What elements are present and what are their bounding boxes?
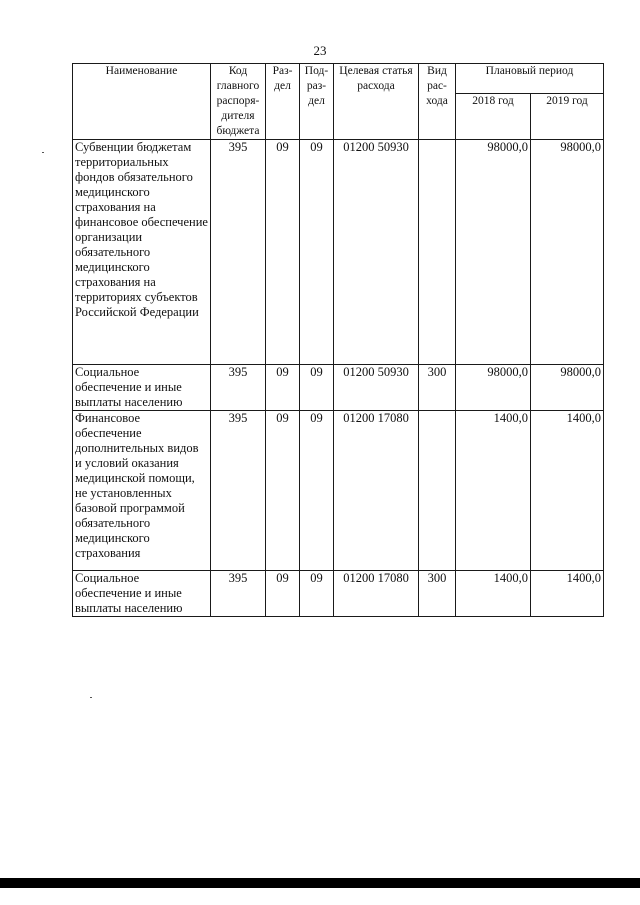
row-name: Финансовое обеспечение дополнительных видов и условий оказания медицинской помощи, не установленных базовой программой обязательного медицинского страхования bbox=[73, 411, 211, 571]
row-amount-2019: 1400,0 bbox=[531, 571, 604, 617]
row-expense-type bbox=[419, 140, 456, 365]
header-target-article: Целевая статья расхода bbox=[334, 64, 419, 140]
row-section: 09 bbox=[266, 140, 300, 365]
budget-table bbox=[72, 63, 604, 617]
row-section: 09 bbox=[266, 365, 300, 411]
row-target-article: 01200 17080 bbox=[334, 571, 419, 617]
row-target-article: 01200 50930 bbox=[334, 140, 419, 365]
row-section: 09 bbox=[266, 571, 300, 617]
row-amount-2018: 1400,0 bbox=[456, 411, 531, 571]
row-amount-2018: 98000,0 bbox=[456, 365, 531, 411]
scan-speck bbox=[42, 152, 44, 153]
page-number: 23 bbox=[313, 43, 327, 58]
row-amount-2018: 1400,0 bbox=[456, 571, 531, 617]
row-name: Субвенции бюджетам территориальных фондов обязательного медицинского страхования на финансовое обеспечение организации обязательного медицинского страхования на территориях субъектов Российской Федерации bbox=[73, 140, 211, 365]
header-ministry-code: Код главного распоря-дителя бюджета bbox=[211, 64, 266, 140]
row-target-article: 01200 17080 bbox=[334, 411, 419, 571]
row-amount-2018: 98000,0 bbox=[456, 140, 531, 365]
row-expense-type: 300 bbox=[419, 571, 456, 617]
header-planning-period: Плановый период bbox=[456, 64, 604, 94]
header-subsection: Под-раз-дел bbox=[300, 64, 334, 140]
row-subsection: 09 bbox=[300, 140, 334, 365]
row-name: Социальное обеспечение и иные выплаты населению bbox=[73, 571, 211, 617]
table-row bbox=[73, 411, 604, 571]
row-ministry-code: 395 bbox=[211, 571, 266, 617]
header-year-2018: 2018 год bbox=[456, 94, 531, 140]
row-subsection: 09 bbox=[300, 571, 334, 617]
scan-edge-bar bbox=[0, 878, 640, 888]
row-ministry-code: 395 bbox=[211, 140, 266, 365]
header-name: Наименование bbox=[73, 64, 211, 140]
row-subsection: 09 bbox=[300, 365, 334, 411]
row-expense-type: 300 bbox=[419, 365, 456, 411]
header-row bbox=[73, 64, 604, 94]
row-amount-2019: 98000,0 bbox=[531, 365, 604, 411]
row-ministry-code: 395 bbox=[211, 411, 266, 571]
row-target-article: 01200 50930 bbox=[334, 365, 419, 411]
row-amount-2019: 98000,0 bbox=[531, 140, 604, 365]
table-row bbox=[73, 571, 604, 617]
row-section: 09 bbox=[266, 411, 300, 571]
row-name: Социальное обеспечение и иные выплаты населению bbox=[73, 365, 211, 411]
header-year-2019: 2019 год bbox=[531, 94, 604, 140]
row-amount-2019: 1400,0 bbox=[531, 411, 604, 571]
row-subsection: 09 bbox=[300, 411, 334, 571]
header-expense-type: Вид рас-хода bbox=[419, 64, 456, 140]
table-row bbox=[73, 365, 604, 411]
header-section: Раз-дел bbox=[266, 64, 300, 140]
row-ministry-code: 395 bbox=[211, 365, 266, 411]
scan-speck bbox=[90, 697, 92, 698]
table-row bbox=[73, 140, 604, 365]
row-expense-type bbox=[419, 411, 456, 571]
